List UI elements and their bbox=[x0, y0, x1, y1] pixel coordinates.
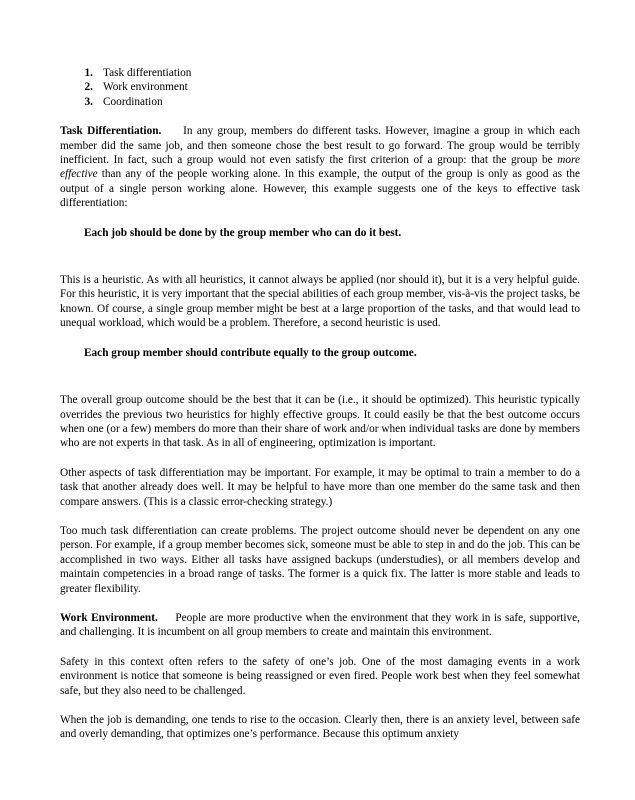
list-number: 2. bbox=[84, 81, 93, 94]
emphasis-text: more effective bbox=[60, 154, 580, 181]
paragraph-text: People are more productive when the environment that they work in is safe, supportive, and challenging. It is incumbent on all group members to create and maintain this environment. bbox=[60, 611, 580, 639]
list-item bbox=[60, 66, 580, 80]
paragraph-text: than any of the people working alone. In this example, the output of the group is only as good as the output of a single person working alone. However, this example suggests one of the keys to effective task differentiation: bbox=[60, 168, 580, 210]
list-item-label: Coordination bbox=[103, 95, 163, 108]
document-page bbox=[60, 66, 580, 742]
list-number: 1. bbox=[84, 67, 93, 79]
paragraph: When the job is demanding, one tends to rise to the occasion. Clearly then, there is an anxiety level, between safe and overly demanding, that optimizes one’s performance. Because this optimum anxiety bbox=[60, 714, 580, 741]
list-number: 3. bbox=[84, 95, 93, 108]
topic-list bbox=[60, 66, 580, 109]
paragraph: Other aspects of task differentiation may be important. For example, it may be optimal to train a member to do a task that another already does well. It may be helpful to have more than one member do the same task and then compare answers. (This is a classic error-checking strategy.) bbox=[60, 466, 580, 508]
paragraph: Safety in this context often refers to the safety of one’s job. One of the most damaging events in a work environment is notice that someone is being reassigned or even fired. People work best when they feel somewhat safe, but they also need to be challenged. bbox=[60, 655, 580, 697]
paragraph-task-differentiation bbox=[60, 124, 580, 210]
paragraph: The overall group outcome should be the best that it can be (i.e., it should be optimized). This heuristic typically overrides the previous two heuristics for highly effective groups. It could easily be that the best outcome occurs when one (or a few) members do more than their share of work and/or when individual tasks are done by members who are not experts in that task. As in all of engineering, optimization is important. bbox=[60, 394, 580, 450]
list-item bbox=[60, 95, 580, 109]
list-item-label: Work environment bbox=[103, 81, 188, 94]
heuristic-rule: Each job should be done by the group member who can do it best. bbox=[84, 226, 402, 239]
list-item bbox=[60, 80, 580, 94]
paragraph: Too much task differentiation can create problems. The project outcome should never be dependent on any one person. For example, if a group member becomes sick, someone must be able to step in and do the job. This can be accomplished in two ways. Either all tasks have assigned backups (understudies), or all members develop and maintain competencies in a broad range of tasks. The former is a quick fix. The latter is more stable and leads to greater flexibility. bbox=[60, 524, 580, 595]
list-item-label: Task differentiation bbox=[103, 67, 192, 79]
paragraph-text: In any group, members do different tasks. However, imagine a group in which each member did the same job, and then someone chose the best result to go forward. The group would be terribly inefficient. In fact, such a group would not even satisfy the first criterion of a group: that the group be bbox=[60, 125, 581, 167]
heuristic-rule: Each group member should contribute equally to the group outcome. bbox=[84, 346, 417, 359]
paragraph-work-environment bbox=[60, 611, 580, 640]
section-heading: Task Differentiation. bbox=[60, 125, 162, 138]
section-heading: Work Environment. bbox=[60, 611, 158, 624]
paragraph: This is a heuristic. As with all heuristics, it cannot always be applied (nor should it), but it is a very helpful guide. For this heuristic, it is very important that the special abilities of each group member, vis-à-vis the project tasks, be known. Of course, a single group member might be best at a large proportion of the tasks, and that would lead to unequal workload, which would be a problem. Therefore, a second heuristic is used. bbox=[60, 274, 580, 330]
